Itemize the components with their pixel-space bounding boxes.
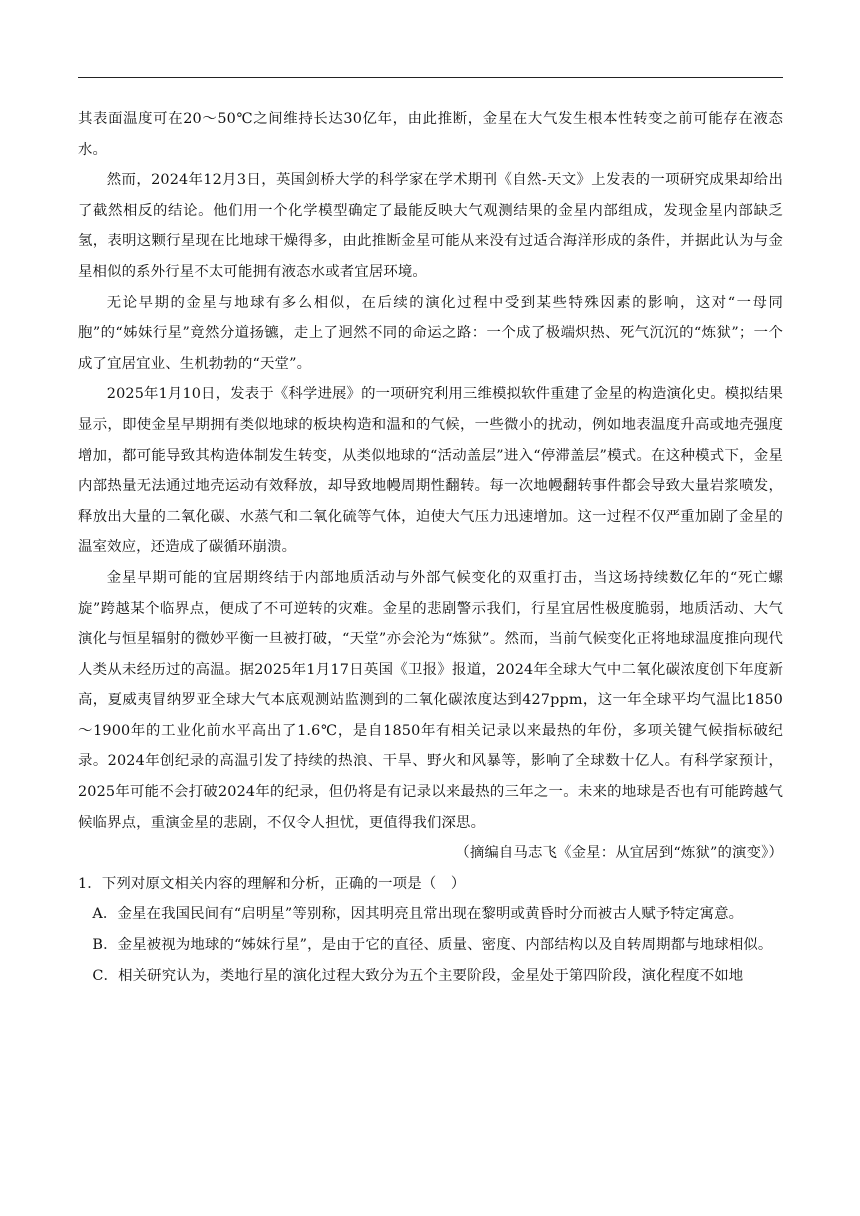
paragraph-continued: 其表面温度可在20～50℃之间维持长达30亿年，由此推断，金星在大气发生根本性转变之前可能存在液态水。 xyxy=(78,111,783,158)
paragraph: 2025年1月10日，发表于《科学进展》的一项研究利用三维模拟软件重建了金星的构造演化史。模拟结果显示，即使金星早期拥有类似地球的板块构造和温和的气候，一些微小的扰动，例如地表温度升高或地壳强度增加，都可能导致其构造体制发生转变，从类似地球的“活动盖层”进入“停滞盖层”模式。在这种模式下，金星内部热量无法通过地壳运动有效释放，却导致地幔周期性翻转。每一次地幔翻转事件都会导致大量岩浆喷发，释放出大量的二氧化碳、水蒸气和二氧化硫等气体，迫使大气压力迅速增加。这一过程不仅严重加剧了金星的温室效应，还造成了碳循环崩溃。 xyxy=(78,386,783,556)
option-a[interactable]: A．金星在我国民间有“启明星”等别称，因其明亮且常出现在黎明或黄昏时分而被古人赋予特定寓意。 xyxy=(92,906,744,923)
question-stem: 1．下列对原文相关内容的理解和分析，正确的一项是（ ） xyxy=(78,875,466,892)
option-c[interactable]: C．相关研究认为，类地行星的演化过程大致分为五个主要阶段，金星处于第四阶段，演化程度不如地 xyxy=(92,967,744,984)
paragraph: 金星早期可能的宜居期终结于内部地质活动与外部气候变化的双重打击，当这场持续数亿年的“死亡螺旋”跨越某个临界点，便成了不可逆转的灾难。金星的悲剧警示我们，行星宜居性极度脆弱，地质活动、大气演化与恒星辐射的微妙平衡一旦被打破，“天堂”亦会沦为“炼狱”。然而，当前气候变化正将地球温度推向现代人类从未经历过的高温。据2025年1月17日英国《卫报》报道，2024年全球大气中二氧化碳浓度创下年度新高，夏威夷冒纳罗亚全球大气本底观测站监测到的二氧化碳浓度达到427ppm，这一年全球平均气温比1850～1900年的工业化前水平高出了1.6℃，是自1850年有相关记录以来最热的年份，多项关键气候指标破纪录。2024年创纪录的高温引发了持续的热浪、干旱、野火和风暴等，影响了全球数十亿人。有科学家预计，2025年可能不会打破2024年的纪录，但仍将是有记录以来最热的三年之一。未来的地球是否也有可能跨越气候临界点，重演金星的悲剧，不仅令人担忧，更值得我们深思。 xyxy=(78,569,783,831)
source-citation: （摘编自马志飞《金星：从宜居到“炼狱”的演变》） xyxy=(455,845,783,862)
article-body xyxy=(78,104,783,991)
option-b[interactable]: B．金星被视为地球的“姊妹行星”，是由于它的直径、质量、密度、内部结构以及自转周期都与地球相似。 xyxy=(92,937,773,954)
paragraph: 无论早期的金星与地球有多么相似，在后续的演化过程中受到某些特殊因素的影响，这对“一母同胞”的“姊妹行星”竟然分道扬镳，走上了迥然不同的命运之路：一个成了极端炽热、死气沉沉的“炼狱”；一个成了宜居宜业、生机勃勃的“天堂”。 xyxy=(78,294,783,372)
paragraph: 然而，2024年12月3日，英国剑桥大学的科学家在学术期刊《自然-天文》上发表的一项研究成果却给出了截然相反的结论。他们用一个化学模型确定了最能反映大气观测结果的金星内部组成，发现金星内部缺乏氢，表明这颗行星现在比地球干燥得多，由此推断金星可能从来没有过适合海洋形成的条件，并据此认为与金星相似的系外行星不太可能拥有液态水或者宜居环境。 xyxy=(78,172,783,280)
header-rule xyxy=(78,77,783,78)
